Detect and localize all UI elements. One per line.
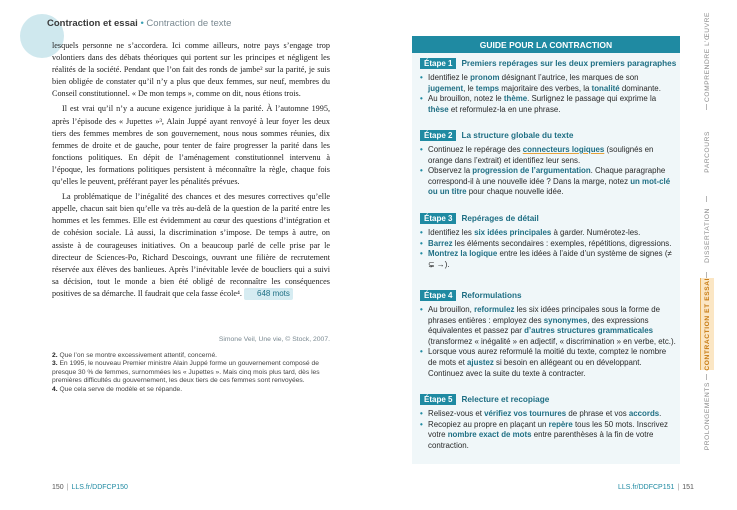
step-4-bullet-1: • Au brouillon, reformulez les six idées principales sous la forme de phrases entières : employez des synonymes, des expressions équivalentes et passez par d’autres structures grammaticales (transformez « inégalité » en adjectif, « discrimination » en verbe, etc.). xyxy=(420,305,676,347)
step-3-bullet-3: • Montrez la logique entre les idées à l’aide d’un système de signes (≠ ⊊ →). xyxy=(420,249,676,270)
step-5-badge: Étape 5 xyxy=(420,394,456,405)
section-subtitle: Contraction de texte xyxy=(146,18,232,29)
footnote-4: 4. Que cela serve de modèle et se répande. xyxy=(52,385,183,393)
guide-title: GUIDE POUR LA CONTRACTION xyxy=(412,38,680,53)
step-5-bullet-1: • Relisez-vous et vérifiez vos tournures de phrase et vos accords. xyxy=(420,409,676,420)
chapter-title: Contraction et essai xyxy=(47,18,138,29)
nav-tab-comprendre-oeuvre[interactable]: COMPRENDRE L’ŒUVRE xyxy=(703,12,711,102)
step-2-badge: Étape 2 xyxy=(420,130,456,141)
word-count-badge: 648 mots xyxy=(244,288,293,300)
paragraph-3-text: La problématique de l’inégalité des chances et des mesures correctives qu’elle appelle, chacun sait bien qu’elle va très au-delà de la question de la parité entre les hommes et les femmes. Elle est évidemment au cœur des questions d’intégration et de cohésion sociale. Là aussi, la discrimination s’impose. De temps à autre, on assiste à de courageuses initiatives. On a beaucoup parlé de celle prise par le directeur de Sciences-Po, Richard Descoings, ouvrant une filière de recrutement réservée aux élèves des banlieues. Après l’inévitable levée de boucliers qui a suivi sa décision, tout le monde a bien été obligé de reconnaître les conséquences positives de sa démarche. Il faudrait que cela fasse école⁴. xyxy=(52,192,330,298)
step-4-badge: Étape 4 xyxy=(420,290,456,301)
step-1-badge: Étape 1 xyxy=(420,58,456,69)
step-3-bullet-1: • Identifiez les six idées principales à garder. Numérotez-les. xyxy=(420,228,676,239)
footer-link-left[interactable]: LLS.fr/DDFCP150 xyxy=(71,484,128,491)
step-2-bullet-1: • Continuez le repérage des connecteurs logiques (soulignés en orange dans l’extrait) et identifiez leur sens. xyxy=(420,145,676,166)
step-1-bullet-2: • Au brouillon, notez le thème. Surlignez le passage qui exprime la thèse et reformulez-la en une phrase. xyxy=(420,94,676,115)
footer-link-right[interactable]: LLS.fr/DDFCP151 xyxy=(618,484,675,491)
nav-tab-dissertation[interactable]: DISSERTATION xyxy=(703,207,711,263)
step-4-bullet-2: • Lorsque vous aurez reformulé la moitié du texte, comptez le nombre de mots et ajustez si besoin en allégeant ou en développant. Continuez avec la suite du texte à contracter. xyxy=(420,347,676,379)
step-1-bullet-1: • Identifiez le pronom désignant l’autrice, les marques de son jugement, le temps majoritaire des verbes, la tonalité dominante. xyxy=(420,73,676,94)
step-2-title: La structure globale du texte xyxy=(461,131,574,140)
step-2 xyxy=(420,129,676,198)
step-4-title: Reformulations xyxy=(461,291,522,300)
nav-divider xyxy=(706,104,707,110)
paragraph-1: lesquels personne ne s’accordera. Ici comme ailleurs, notre pays s’engage trop volontiers dans des débats théoriques qui portent sur les principes et négligent les réalités de la société. Pendant que l’on fait des ronds de jambe² sur la parité, je suis bien obligée de constater qu’il n’y a plus que deux femmes, sur neuf, membres du Conseil constitutionnel. « De mon temps », comme on dit, nous étions trois. xyxy=(52,41,330,99)
page-number-left: 150 xyxy=(52,484,64,491)
page-header xyxy=(47,18,231,29)
step-4 xyxy=(420,289,676,379)
nav-tab-contraction-essai[interactable]: CONTRACTION ET ESSAI xyxy=(700,278,714,370)
paragraph-3 xyxy=(52,191,330,300)
step-5-title: Relecture et recopiage xyxy=(461,395,550,404)
step-3-badge: Étape 3 xyxy=(420,213,456,224)
page-number-right: 151 xyxy=(682,484,694,491)
source-credit: Simone Veil, Une vie, © Stock, 2007. xyxy=(218,336,330,343)
step-3-bullet-2: • Barrez les éléments secondaires : exemples, répétitions, digressions. xyxy=(420,239,676,250)
step-3-title: Repérages de détail xyxy=(461,214,539,223)
footnote-3: 3. En 1995, le nouveau Premier ministre Alain Juppé forme un gouvernement composé de presque 30 % de femmes, surnommées les « Jupettes ». Mais cinq mois plus tard, dès les premières difficultés du gouvernement, les deux tiers de ces femmes sont renvoyées. xyxy=(52,360,320,385)
footnotes xyxy=(52,352,330,394)
footnote-2: 2. Que l’on se montre excessivement attentif, concerné. xyxy=(52,352,218,359)
paragraph-2: Il est vrai qu’il n’y a aucune exigence juridique à la parité. À l’automne 1995, après l’épisode des « Jupettes »³, Alain Juppé ayant renvoyé à leur foyer les deux tiers des femmes membres de son gouvernement, nous nous sommes réunies, dix femmes de droite et de gauche, pour tenter de faire progresser la parité dans les fonctions politiques. En dépit de l’aménagement constitutionnel intervenu à l’époque, les formations politiques persistent à méconnaître la règle, chaque fois qu’elles le peuvent, préférant payer les pénalités prévues. xyxy=(52,104,330,187)
step-3 xyxy=(420,212,676,270)
nav-tab-parcours[interactable]: PARCOURS xyxy=(703,131,711,173)
footer-left: 150 | LLS.fr/DDFCP150 xyxy=(52,484,128,491)
step-1 xyxy=(420,57,676,115)
header-separator: • xyxy=(137,18,147,29)
step-1-title: Premiers repérages sur les deux premiers paragraphes xyxy=(461,59,677,68)
step-2-bullet-2: • Observez la progression de l’argumentation. Chaque paragraphe correspond-il à une nouvelle idée ? Dans la marge, notez un mot-clé ou un titre pour chaque nouvelle idée. xyxy=(420,166,676,198)
step-5 xyxy=(420,393,676,451)
step-5-bullet-2: • Recopiez au propre en plaçant un repère tous les 50 mots. Inscrivez votre nombre exact de mots entre parenthèses à la fin de votre contraction. xyxy=(420,420,676,452)
nav-tab-prolongements[interactable]: PROLONGEMENTS xyxy=(703,381,711,451)
contraction-guide-panel xyxy=(412,36,680,464)
footer-right: LLS.fr/DDFCP151 | 151 xyxy=(618,484,694,491)
source-text xyxy=(52,40,330,303)
